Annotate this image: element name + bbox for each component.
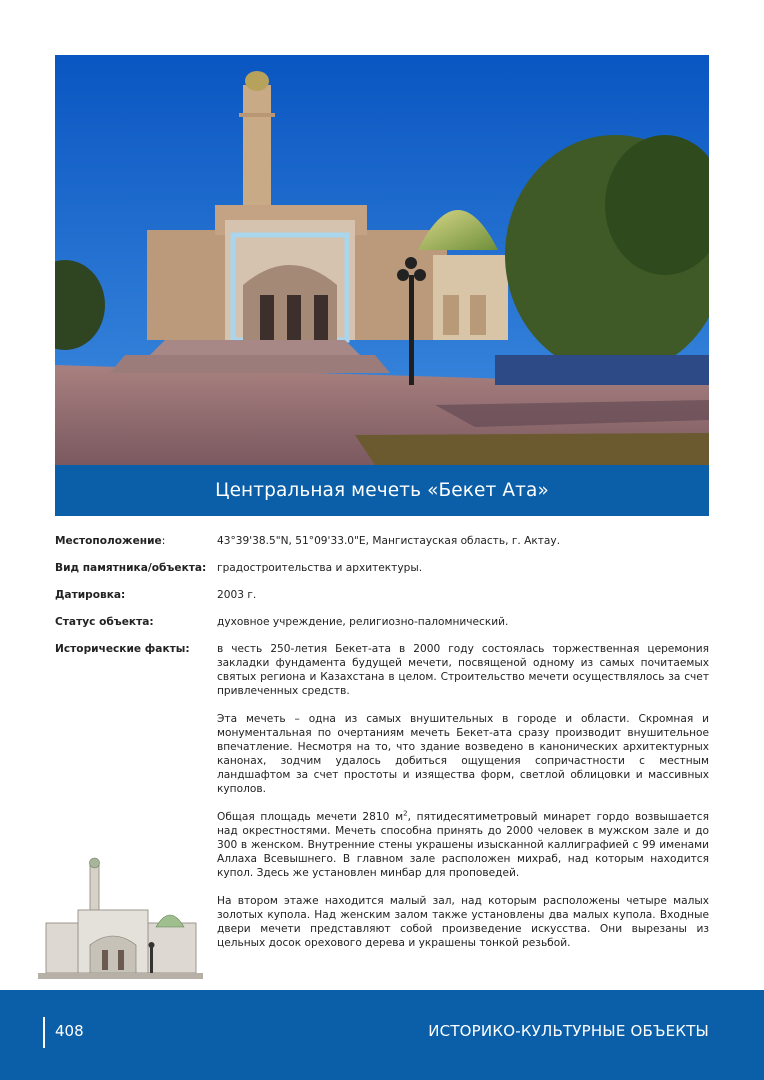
fact-value: духовное учреждение, религиозно-паломнический. <box>217 616 509 628</box>
fact-value: 43°39'38.5"N, 51°09'33.0"E, Мангистауская область, г. Актау. <box>217 535 561 547</box>
history-paragraph: На втором этаже находится малый зал, над которым расположены четыре малых золотых купола. Над женским залом также установлены два малых купола. Входные двери мечети представляют собой произведение искусства. Они вырезаны из цельных досок орехового дерева и украшены тонкой резьбой. <box>217 895 709 949</box>
history-paragraph: Общая площадь мечети 2810 $м^2$, пятидесятиметровый минарет гордо возвышается над окрестностями. Мечеть способна принять до 2000 человек в мужском зале и до 300 в женском. Внутренние стены украшены изысканной каллиграфией с 99 именами Аллаха Всевышнего. В главном зале расположен михраб, над которым находится купол. Здесь же установлен минбар для проповедей. <box>217 809 709 879</box>
fact-label: Вид памятника/объекта: <box>55 562 207 574</box>
fact-row-type <box>55 561 709 575</box>
object-title-banner <box>55 465 709 516</box>
history-paragraph: в честь 250-летия Бекет-ата в 2000 году состоялась торжественная церемония закладки фундамента будущей мечети, посвященой одному из самых почитаемых святых региона и Казахстана в целом. Строительство мечети осуществлялось за счет привлеченных средств. <box>217 643 709 697</box>
fact-value: 2003 г. <box>217 589 257 601</box>
fact-row-dating <box>55 588 709 602</box>
footer-divider <box>43 1017 45 1048</box>
history-text <box>217 642 709 964</box>
page-footer <box>0 990 764 1080</box>
object-title: Центральная мечеть «Бекет Ата» <box>215 480 549 501</box>
fact-label: Статус объекта: <box>55 616 154 628</box>
fact-label: Датировка: <box>55 589 126 601</box>
fact-label: Местоположение: <box>55 535 166 547</box>
section-title: ИСТОРИКО-КУЛЬТУРНЫЕ ОБЪЕКТЫ <box>428 1022 709 1040</box>
fact-row-status <box>55 615 709 629</box>
fact-row-location <box>55 534 709 548</box>
fact-label: Исторические факты: <box>55 643 190 655</box>
page-number: 408 <box>55 1022 84 1040</box>
mosque-sketch-illustration <box>38 855 203 985</box>
history-paragraph: Эта мечеть – одна из самых внушительных в городе и области. Скромная и монументальная по очертаниям мечеть Бекет-ата сразу производит внушительное впечатление. Несмотря на то, что здание возведено в канонических архитектурных канонах, зодчим удалось добиться ощущения сопричастности с местным ландшафтом за счет простоты и изящества форм, светлой облицовки и массивных куполов. <box>217 713 709 795</box>
fact-value: градостроительства и архитектуры. <box>217 562 423 574</box>
mosque-photo <box>55 55 709 465</box>
